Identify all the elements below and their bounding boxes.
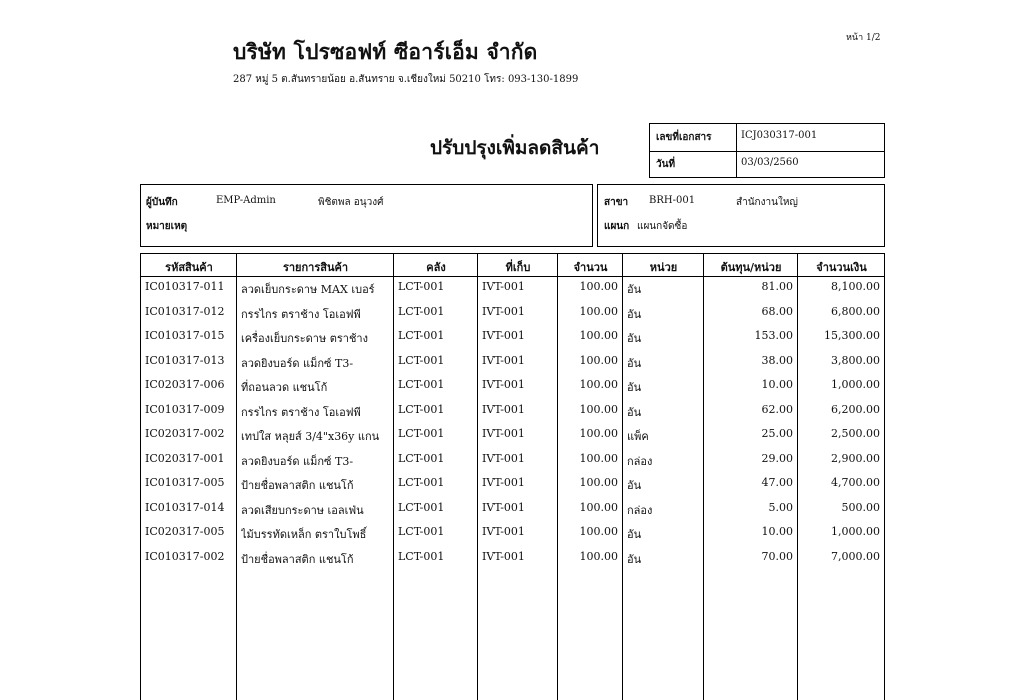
cell-col-unit: อัน — [627, 307, 642, 321]
doc-date-row — [650, 151, 884, 178]
recorder-code: EMP-Admin — [216, 195, 276, 206]
cell-col-unit: อัน — [627, 552, 642, 566]
header-col-amount: จำนวนเงิน — [816, 261, 867, 274]
cell-col-cost: 38.00 — [761, 353, 793, 367]
cell-col-unit: อัน — [627, 356, 642, 370]
cell-col-cost: 81.00 — [761, 280, 793, 293]
cell-col-warehouse: LCT-001 — [398, 353, 445, 367]
cell-col-code: IC010317-015 — [145, 329, 225, 342]
cell-col-qty: 100.00 — [579, 353, 618, 367]
cell-col-code: IC020317-006 — [145, 378, 225, 391]
cell-col-amount: 1,000.00 — [831, 378, 880, 391]
cell-col-warehouse: LCT-001 — [398, 476, 445, 489]
cell-col-unit: อัน — [627, 283, 642, 296]
cell-col-qty: 100.00 — [579, 304, 618, 318]
cell-col-unit: แพ็ค — [627, 430, 649, 443]
cell-col-code: IC010317-011 — [145, 280, 225, 293]
cell-col-amount: 6,200.00 — [831, 402, 880, 416]
cell-col-amount: 3,800.00 — [831, 353, 880, 367]
cell-col-unit: อัน — [627, 479, 642, 492]
cell-col-warehouse: LCT-001 — [398, 280, 445, 293]
cell-col-location: IVT-001 — [482, 353, 525, 367]
cell-col-amount: 2,900.00 — [831, 451, 880, 465]
cell-col-cost: 5.00 — [768, 500, 793, 514]
cell-col-amount: 500.00 — [841, 500, 880, 514]
department-value: แผนกจัดซื้อ — [637, 221, 688, 232]
table-row — [141, 472, 884, 496]
branch-code: BRH-001 — [649, 195, 696, 206]
cell-col-item: ลวดเย็บกระดาษ MAX เบอร์ — [241, 283, 375, 296]
cell-col-location: IVT-001 — [482, 402, 525, 416]
header-col-unit: หน่วย — [649, 261, 678, 274]
cell-col-cost: 62.00 — [761, 402, 793, 416]
cell-col-qty: 100.00 — [579, 451, 618, 465]
cell-col-warehouse: LCT-001 — [398, 500, 445, 514]
cell-col-item: ป้ายชื่อพลาสติก แชนโก้ — [241, 479, 354, 492]
cell-col-cost: 68.00 — [761, 304, 793, 318]
cell-col-cost: 29.00 — [761, 451, 793, 465]
cell-col-code: IC010317-002 — [145, 549, 225, 563]
branch-label: สาขา — [604, 197, 629, 208]
cell-col-warehouse: LCT-001 — [398, 427, 445, 440]
doc-date-value: 03/03/2560 — [741, 157, 799, 168]
doc-number-label: เลขที่เอกสาร — [656, 132, 712, 143]
cell-col-cost: 47.00 — [761, 476, 793, 489]
cell-col-warehouse: LCT-001 — [398, 304, 445, 318]
table-row — [141, 325, 884, 349]
remark-label: หมายเหตุ — [146, 221, 188, 232]
cell-col-item: เทปใส หลุยส์ 3/4"x36y แกน — [241, 430, 380, 443]
cell-col-item: ลวดยิงบอร์ด แม็กซ์ T3- — [241, 454, 354, 468]
recorder-info-box — [140, 184, 593, 247]
cell-col-code: IC020317-002 — [145, 427, 225, 440]
cell-col-item: กรรไกร ตราช้าง โอเอฟพี — [241, 405, 361, 419]
cell-col-item: ลวดยิงบอร์ด แม็กซ์ T3- — [241, 356, 354, 370]
cell-col-location: IVT-001 — [482, 451, 525, 465]
doc-number-value: ICJ030317-001 — [741, 130, 818, 141]
table-row — [141, 399, 884, 423]
table-row — [141, 423, 884, 447]
cell-col-code: IC020317-001 — [145, 451, 225, 465]
cell-col-unit: อัน — [627, 381, 642, 394]
header-col-warehouse: คลัง — [426, 261, 446, 274]
cell-col-qty: 100.00 — [579, 525, 618, 538]
department-label: แผนก — [604, 221, 630, 232]
header-col-cost: ต้นทุน/หน่วย — [720, 261, 782, 274]
cell-col-unit: กล่อง — [627, 503, 653, 517]
cell-col-qty: 100.00 — [579, 402, 618, 416]
cell-col-location: IVT-001 — [482, 280, 525, 293]
cell-col-qty: 100.00 — [579, 500, 618, 514]
document-info-box — [649, 123, 885, 178]
cell-col-qty: 100.00 — [579, 549, 618, 563]
company-address: 287 หมู่ 5 ต.สันทรายน้อย อ.สันทราย จ.เชียงใหม่ 50210 โทร: 093-130-1899 — [233, 74, 579, 85]
header-col-code: รหัสสินค้า — [165, 261, 213, 274]
table-row — [141, 301, 884, 325]
cell-col-warehouse: LCT-001 — [398, 329, 445, 342]
cell-col-location: IVT-001 — [482, 500, 525, 514]
header-col-location: ที่เก็บ — [505, 261, 531, 274]
cell-col-cost: 10.00 — [761, 525, 793, 538]
cell-col-item: เครื่องเย็บกระดาษ ตราช้าง — [241, 332, 368, 345]
cell-col-item: ที่ถอนลวด แชนโก้ — [241, 381, 328, 394]
cell-col-item: ป้ายชื่อพลาสติก แชนโก้ — [241, 552, 354, 566]
cell-col-cost: 25.00 — [761, 427, 793, 440]
page-number: หน้า 1/2 — [846, 33, 881, 43]
cell-col-warehouse: LCT-001 — [398, 402, 445, 416]
cell-col-location: IVT-001 — [482, 525, 525, 538]
cell-col-qty: 100.00 — [579, 427, 618, 440]
cell-col-location: IVT-001 — [482, 549, 525, 563]
cell-col-cost: 10.00 — [761, 378, 793, 391]
table-row — [141, 276, 884, 300]
cell-col-cost: 70.00 — [761, 549, 793, 563]
table-row — [141, 546, 884, 570]
cell-col-code: IC010317-012 — [145, 304, 225, 318]
cell-col-qty: 100.00 — [579, 329, 618, 342]
cell-col-code: IC010317-013 — [145, 353, 225, 367]
cell-col-code: IC010317-009 — [145, 402, 225, 416]
table-row — [141, 374, 884, 398]
cell-col-warehouse: LCT-001 — [398, 378, 445, 391]
table-row — [141, 521, 884, 545]
cell-col-unit: อัน — [627, 332, 642, 345]
branch-info-box — [597, 184, 885, 247]
cell-col-code: IC020317-005 — [145, 525, 225, 538]
cell-col-amount: 1,000.00 — [831, 525, 880, 538]
cell-col-amount: 2,500.00 — [831, 427, 880, 440]
cell-col-location: IVT-001 — [482, 304, 525, 318]
table-row — [141, 497, 884, 521]
cell-col-warehouse: LCT-001 — [398, 549, 445, 563]
cell-col-warehouse: LCT-001 — [398, 451, 445, 465]
cell-col-amount: 7,000.00 — [831, 549, 880, 563]
cell-col-item: กรรไกร ตราช้าง โอเอฟพี — [241, 307, 361, 321]
cell-col-amount: 8,100.00 — [831, 280, 880, 293]
cell-col-code: IC010317-014 — [145, 500, 225, 514]
header-col-qty: จำนวน — [573, 261, 608, 274]
cell-col-qty: 100.00 — [579, 476, 618, 489]
cell-col-qty: 100.00 — [579, 378, 618, 391]
cell-col-cost: 153.00 — [754, 329, 793, 342]
cell-col-code: IC010317-005 — [145, 476, 225, 489]
cell-col-amount: 6,800.00 — [831, 304, 880, 318]
cell-col-unit: อัน — [627, 528, 642, 541]
table-row — [141, 350, 884, 374]
cell-col-location: IVT-001 — [482, 476, 525, 489]
cell-col-qty: 100.00 — [579, 280, 618, 293]
document-title: ปรับปรุงเพิ่มลดสินค้า — [430, 137, 600, 159]
branch-name: สำนักงานใหญ่ — [736, 197, 798, 208]
cell-col-unit: กล่อง — [627, 454, 653, 468]
cell-col-amount: 4,700.00 — [831, 476, 880, 489]
cell-col-warehouse: LCT-001 — [398, 525, 445, 538]
doc-date-label: วันที่ — [656, 159, 676, 170]
cell-col-location: IVT-001 — [482, 329, 525, 342]
company-name: บริษัท โปรซอฟท์ ซีอาร์เอ็ม จำกัด — [233, 39, 538, 64]
cell-col-location: IVT-001 — [482, 378, 525, 391]
doc-number-row — [650, 124, 884, 152]
header-col-item: รายการสินค้า — [282, 261, 349, 274]
recorder-name: พิชิตพล อนุวงศ์ — [318, 197, 384, 208]
items-table — [140, 253, 885, 700]
recorder-label: ผู้บันทึก — [146, 197, 178, 208]
cell-col-item: ลวดเสียบกระดาษ เอลเฟ่น — [241, 503, 364, 517]
cell-col-location: IVT-001 — [482, 427, 525, 440]
cell-col-unit: อัน — [627, 405, 642, 419]
table-row — [141, 448, 884, 472]
cell-col-amount: 15,300.00 — [824, 329, 880, 342]
cell-col-item: ไม้บรรทัดเหล็ก ตราใบโพธิ์ — [241, 528, 367, 541]
